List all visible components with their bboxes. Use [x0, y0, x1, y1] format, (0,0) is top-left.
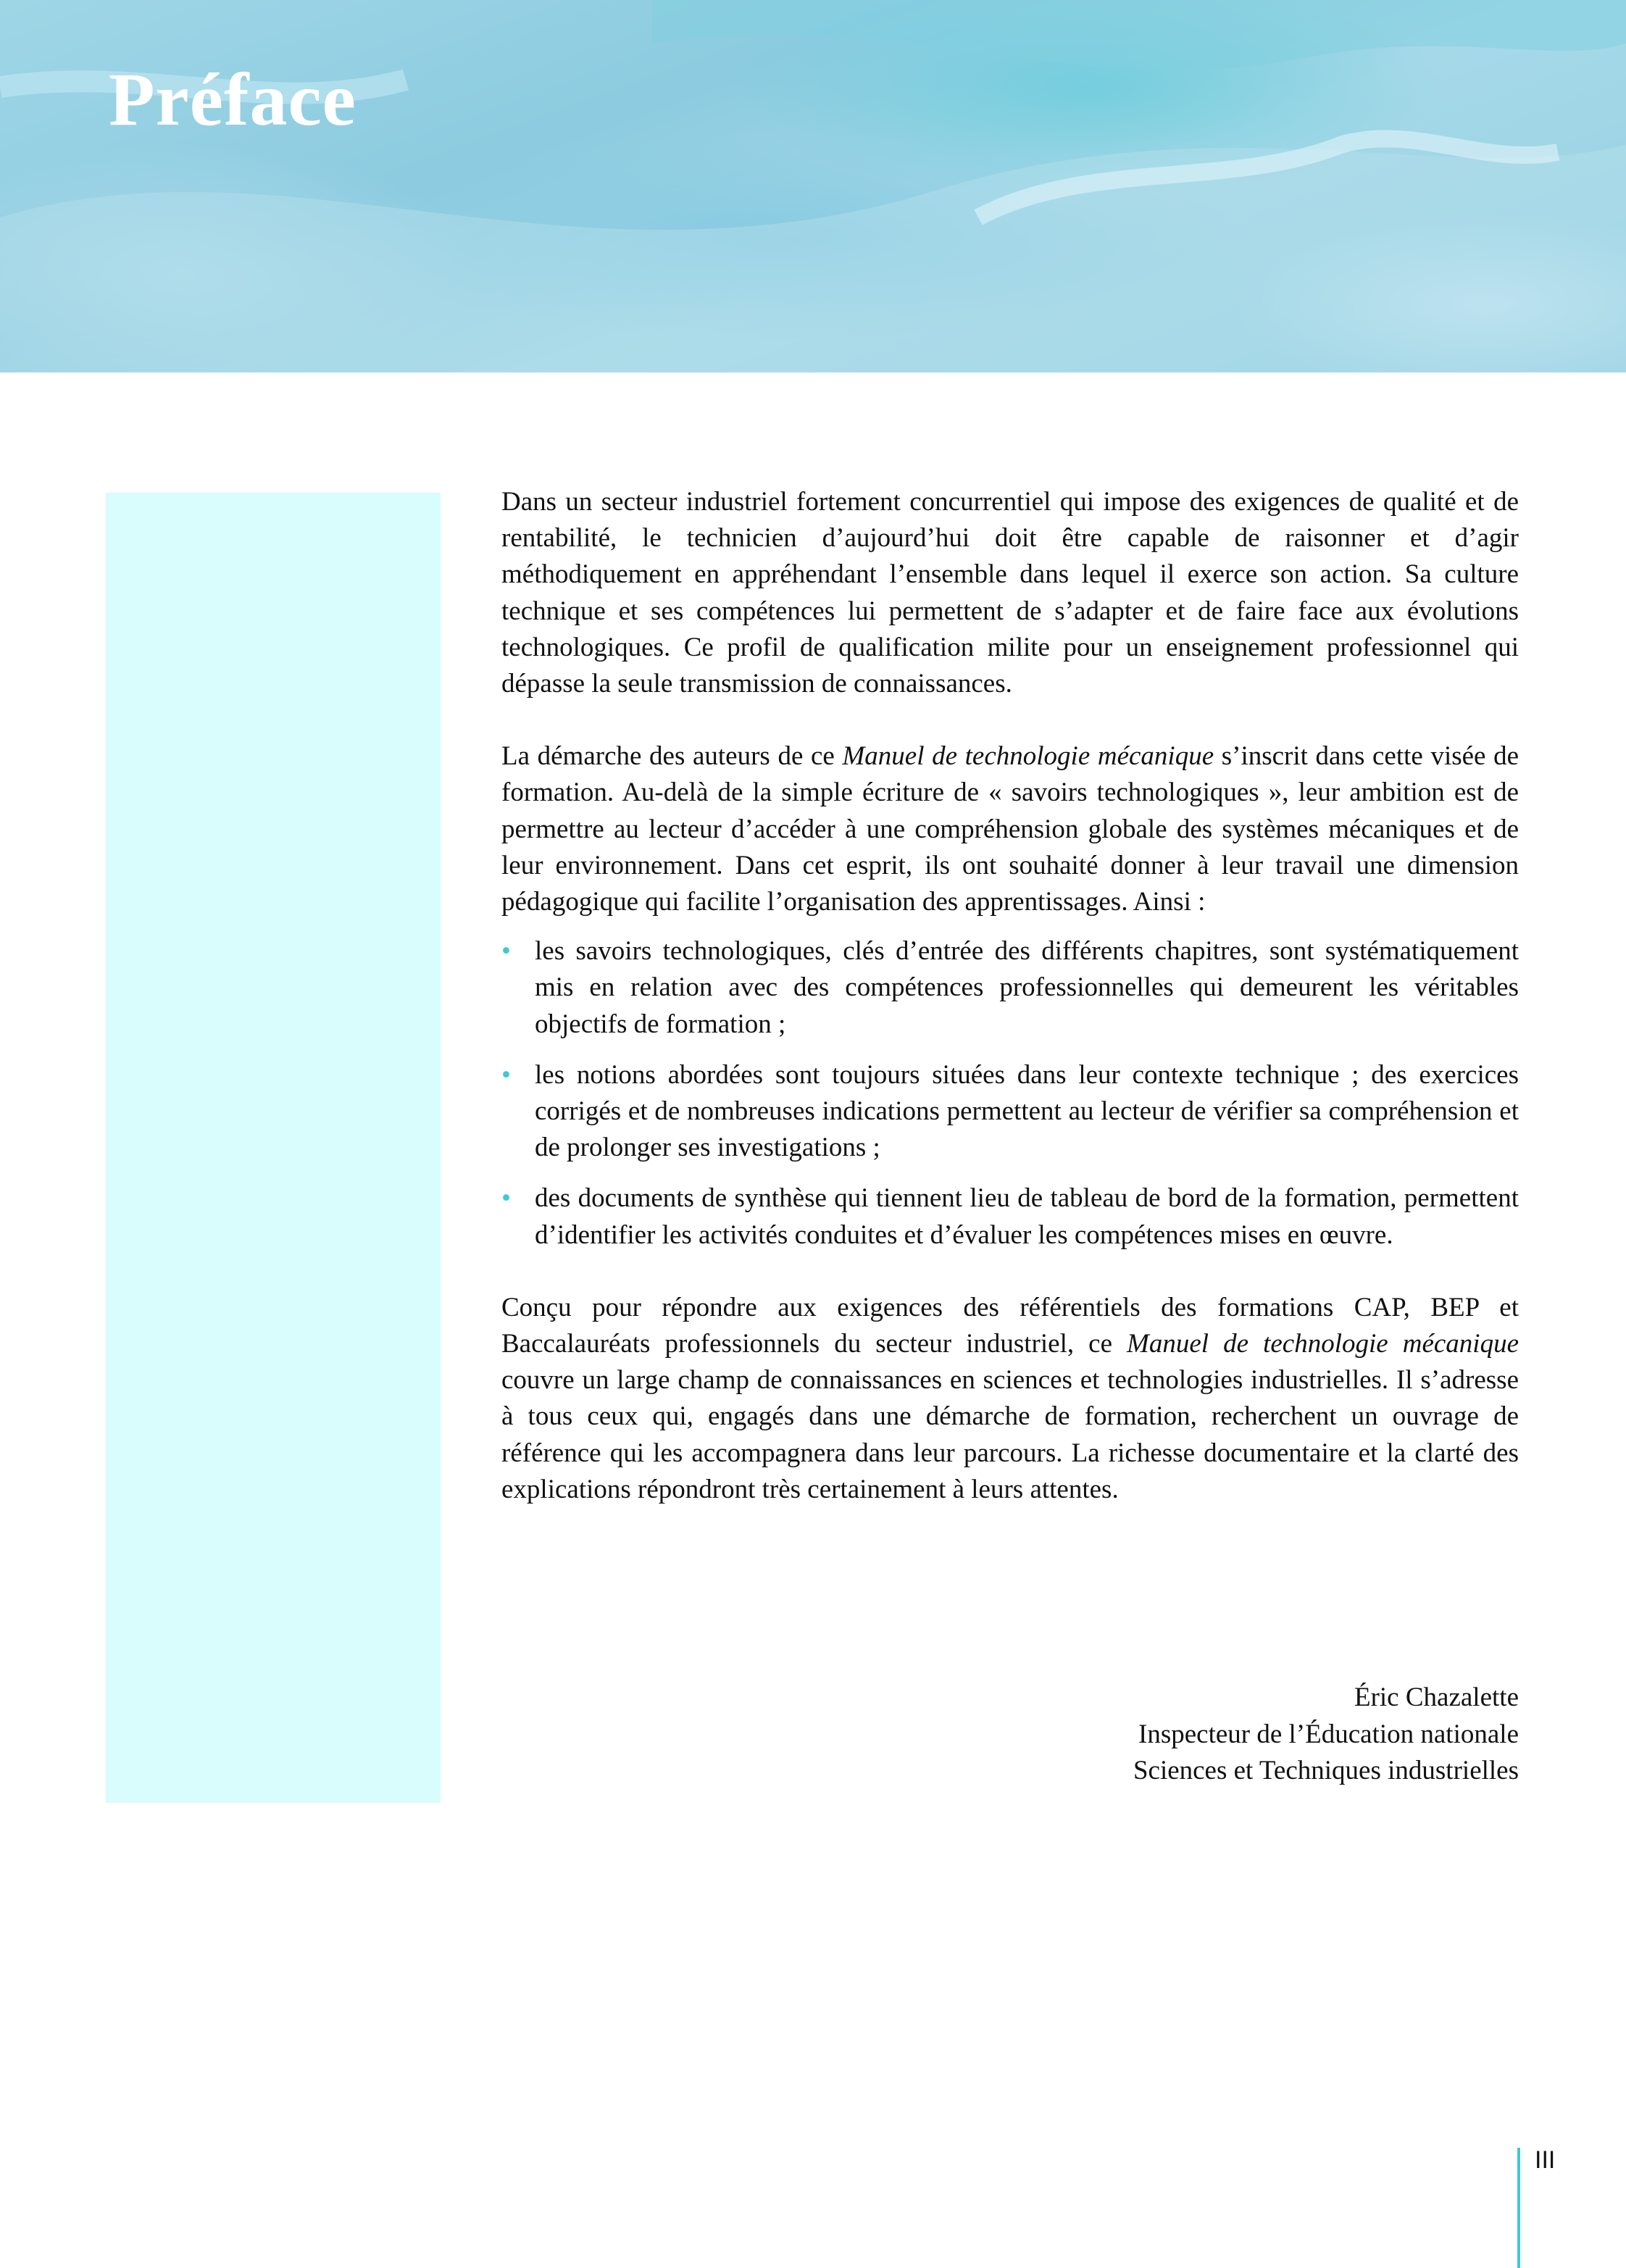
bullet-list [501, 933, 1519, 1254]
paragraph-audience-text-end: couvre un large champ de connaissances en sciences et technologies industrielles. Il s’adresse à tous ceux qui, engagés dans une démarche de formation, recherchent un ouvrage de référence qui les accompagnera dans leur parcours. La richesse documentaire et la clarté des explications répondront très certainement à leurs attentes. [501, 1365, 1519, 1504]
list-item-text: les notions abordées sont toujours situées dans leur contexte technique ; des exercices corrigés et de nombreuses indications permettent au lecteur de vérifier sa compréhension et de prolonger ses investigations ; [535, 1059, 1519, 1163]
list-item-text: les savoirs technologiques, clés d’entrée des différents chapitres, sont systématiquement mis en relation avec des compétences professionnelles qui demeurent les véritables objectifs de formation ; [535, 936, 1519, 1039]
list-item [501, 933, 1519, 1043]
paragraph-approach-text-start: La démarche des auteurs de ce [501, 741, 843, 772]
page-title: Préface [109, 58, 357, 141]
paragraph-approach-text-end: s’inscrit dans cette visée de formation. Au-delà de la simple écriture de « savoirs technologiques », leur ambition est de permettre au lecteur d’accéder à une compréhension globale des systèmes mécaniques et de leur environnement. Dans cet esprit, ils ont souhaité donner à leur travail une dimension pédagogique qui facilite l’organisation des apprentissages. Ainsi : [501, 741, 1519, 917]
signature-name: Éric Chazalette [1354, 1683, 1519, 1712]
paragraph-approach [501, 738, 1519, 920]
signature-department: Sciences et Techniques industrielles [1133, 1756, 1519, 1785]
paragraph-intro: Dans un secteur industriel fortement concurrentiel qui impose des exigences de qualité et de rentabilité, le technicien d’aujourd’hui doit être capable de raisonner et d’agir méthodiquement en appréhendant l’ensemble dans lequel il exerce son action. Sa culture technique et ses compétences lui permettent de s’adapter et de faire face aux évolutions technologiques. Ce profil de qualification milite pour un enseignement professionnel qui dépasse la seule transmission de connaissances. [501, 487, 1519, 699]
signature-role: Inspecteur de l’Éducation nationale [1138, 1719, 1519, 1749]
signature-block [501, 1680, 1519, 1790]
list-item-text: des documents de synthèse qui tiennent lieu de tableau de bord de la formation, permettent d’identifier les activités conduites et d’évaluer les compétences mises en œuvre. [535, 1183, 1519, 1250]
list-item [501, 1057, 1519, 1167]
bullet-icon: • [501, 936, 511, 967]
bullet-icon: • [501, 1183, 511, 1214]
preface-body [501, 484, 1519, 1508]
paragraph-audience [501, 1290, 1519, 1508]
book-title-reference: Manuel de technologie mécanique [842, 741, 1214, 772]
paragraph-audience-text-start: Conçu pour répondre aux exigences des référentiels des formations CAP, BEP et Baccalauréats professionnels du secteur industriel, ce [501, 1292, 1519, 1359]
book-title-reference: Manuel de technologie mécanique [1127, 1329, 1519, 1359]
list-item [501, 1180, 1519, 1253]
side-panel [106, 493, 441, 1803]
header-banner [0, 0, 1626, 372]
bullet-icon: • [501, 1059, 511, 1090]
page-number: III [1535, 2146, 1556, 2174]
page-number-rule [1517, 2148, 1520, 2268]
